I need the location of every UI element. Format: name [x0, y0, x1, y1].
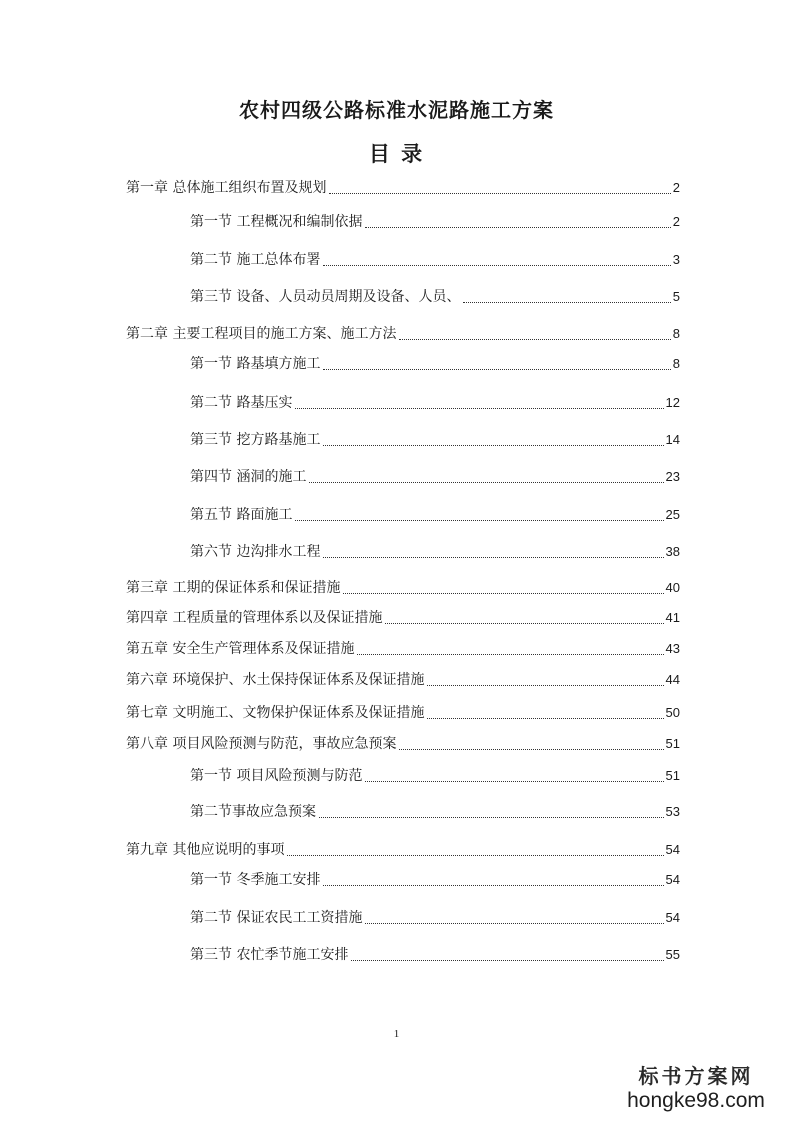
toc-entry-label: 第二节 保证农民工工资措施 [190, 910, 363, 926]
toc-entry-page: 50 [665, 705, 680, 720]
watermark-brand: 标书方案网 [638, 1064, 754, 1088]
toc-dot-leader [427, 685, 663, 686]
toc-chapter-entry[interactable] [126, 670, 680, 690]
toc-entry-label: 第三节 设备、人员动员周期及设备、人员、 [190, 289, 461, 305]
toc-section-entry[interactable] [190, 250, 680, 270]
site-watermark [611, 1064, 781, 1114]
watermark-url: hongke98.com [627, 1089, 765, 1112]
toc-entry-label: 第一节 冬季施工安排 [190, 872, 321, 888]
toc-entry-label: 第六节 边沟排水工程 [190, 544, 321, 560]
toc-entry-page: 23 [665, 469, 680, 484]
toc-entry-page: 14 [665, 432, 680, 447]
toc-entry-page: 38 [665, 544, 680, 559]
toc-dot-leader [323, 557, 663, 558]
toc-entry-label: 第二节事故应急预案 [190, 804, 316, 820]
toc-section-entry[interactable] [190, 908, 680, 928]
toc-entry-page: 12 [665, 395, 680, 410]
toc-entry-label: 第二节 施工总体布署 [190, 252, 321, 268]
toc-dot-leader [385, 623, 663, 624]
toc-chapter-entry[interactable] [126, 578, 680, 598]
toc-entry-label: 第一节 路基填方施工 [190, 356, 321, 372]
toc-entry-page: 43 [665, 641, 680, 656]
toc-section-entry[interactable] [190, 212, 680, 232]
toc-entry-label: 第一节 项目风险预测与防范 [190, 768, 363, 784]
toc-entry-page: 40 [665, 580, 680, 595]
toc-dot-leader [319, 817, 664, 818]
toc-entry-label: 第三章 工期的保证体系和保证措施 [126, 580, 341, 596]
toc-entry-page: 54 [665, 842, 680, 857]
toc-entry-label: 第六章 环境保护、水土保持保证体系及保证措施 [126, 672, 425, 688]
toc-entry-page: 44 [665, 672, 680, 687]
toc-section-entry[interactable] [190, 802, 680, 822]
toc-dot-leader [357, 654, 663, 655]
toc-section-entry[interactable] [190, 354, 680, 374]
document-title: 农村四级公路标准水泥路施工方案 [239, 98, 554, 122]
toc-entry-page: 8 [672, 326, 680, 341]
toc-entry-label: 第一章 总体施工组织布置及规划 [126, 180, 327, 196]
toc-dot-leader [365, 227, 670, 228]
toc-dot-leader [365, 781, 663, 782]
toc-entry-page: 54 [665, 910, 680, 925]
toc-section-entry[interactable] [190, 542, 680, 562]
toc-entry-page: 54 [665, 872, 680, 887]
toc-heading: 目 录 [368, 141, 425, 166]
toc-dot-leader [295, 520, 663, 521]
toc-entry-page: 2 [672, 180, 680, 195]
toc-dot-leader [329, 193, 670, 194]
toc-section-entry[interactable] [190, 766, 680, 786]
toc-entry-page: 5 [672, 289, 680, 304]
toc-entry-label: 第四章 工程质量的管理体系以及保证措施 [126, 610, 383, 626]
toc-dot-leader [365, 923, 663, 924]
toc-dot-leader [351, 960, 663, 961]
toc-section-entry[interactable] [190, 393, 680, 413]
toc-entry-label: 第二章 主要工程项目的施工方案、施工方法 [126, 326, 397, 342]
toc-entry-label: 第一节 工程概况和编制依据 [190, 214, 363, 230]
toc-dot-leader [323, 885, 663, 886]
toc-chapter-entry[interactable] [126, 840, 680, 860]
toc-entry-label: 第七章 文明施工、文物保护保证体系及保证措施 [126, 705, 425, 721]
toc-chapter-entry[interactable] [126, 324, 680, 344]
toc-entry-label: 第五节 路面施工 [190, 507, 293, 523]
toc-entry-label: 第九章 其他应说明的事项 [126, 842, 285, 858]
toc-entry-page: 51 [665, 768, 680, 783]
toc-entry-label: 第八章 项目风险预测与防范，事故应急预案 [126, 736, 397, 752]
toc-entry-label: 第五章 安全生产管理体系及保证措施 [126, 641, 355, 657]
toc-dot-leader [463, 302, 670, 303]
toc-entry-page: 53 [665, 804, 680, 819]
toc-entry-label: 第三节 农忙季节施工安排 [190, 947, 349, 963]
toc-entry-page: 2 [672, 214, 680, 229]
toc-entry-label: 第三节 挖方路基施工 [190, 432, 321, 448]
page-number: 1 [393, 1028, 400, 1040]
toc-entry-page: 51 [665, 736, 680, 751]
toc-section-entry[interactable] [190, 287, 680, 307]
toc-chapter-entry[interactable] [126, 639, 680, 659]
toc-chapter-entry[interactable] [126, 608, 680, 628]
toc-entry-page: 55 [665, 947, 680, 962]
toc-section-entry[interactable] [190, 505, 680, 525]
toc-dot-leader [323, 369, 670, 370]
toc-section-entry[interactable] [190, 870, 680, 890]
toc-chapter-entry[interactable] [126, 703, 680, 723]
toc-entry-page: 3 [672, 252, 680, 267]
toc-entry-page: 25 [665, 507, 680, 522]
toc-section-entry[interactable] [190, 467, 680, 487]
toc-dot-leader [323, 445, 663, 446]
toc-chapter-entry[interactable] [126, 178, 680, 198]
toc-section-entry[interactable] [190, 430, 680, 450]
toc-dot-leader [295, 408, 663, 409]
toc-entry-label: 第二节 路基压实 [190, 395, 293, 411]
toc-dot-leader [427, 718, 663, 719]
toc-chapter-entry[interactable] [126, 734, 680, 754]
toc-section-entry[interactable] [190, 945, 680, 965]
toc-dot-leader [343, 593, 663, 594]
toc-dot-leader [309, 482, 663, 483]
toc-dot-leader [323, 265, 670, 266]
toc-dot-leader [399, 339, 670, 340]
toc-entry-page: 8 [672, 356, 680, 371]
toc-entry-label: 第四节 涵洞的施工 [190, 469, 307, 485]
toc-dot-leader [287, 855, 663, 856]
toc-entry-page: 41 [665, 610, 680, 625]
toc-dot-leader [399, 749, 663, 750]
